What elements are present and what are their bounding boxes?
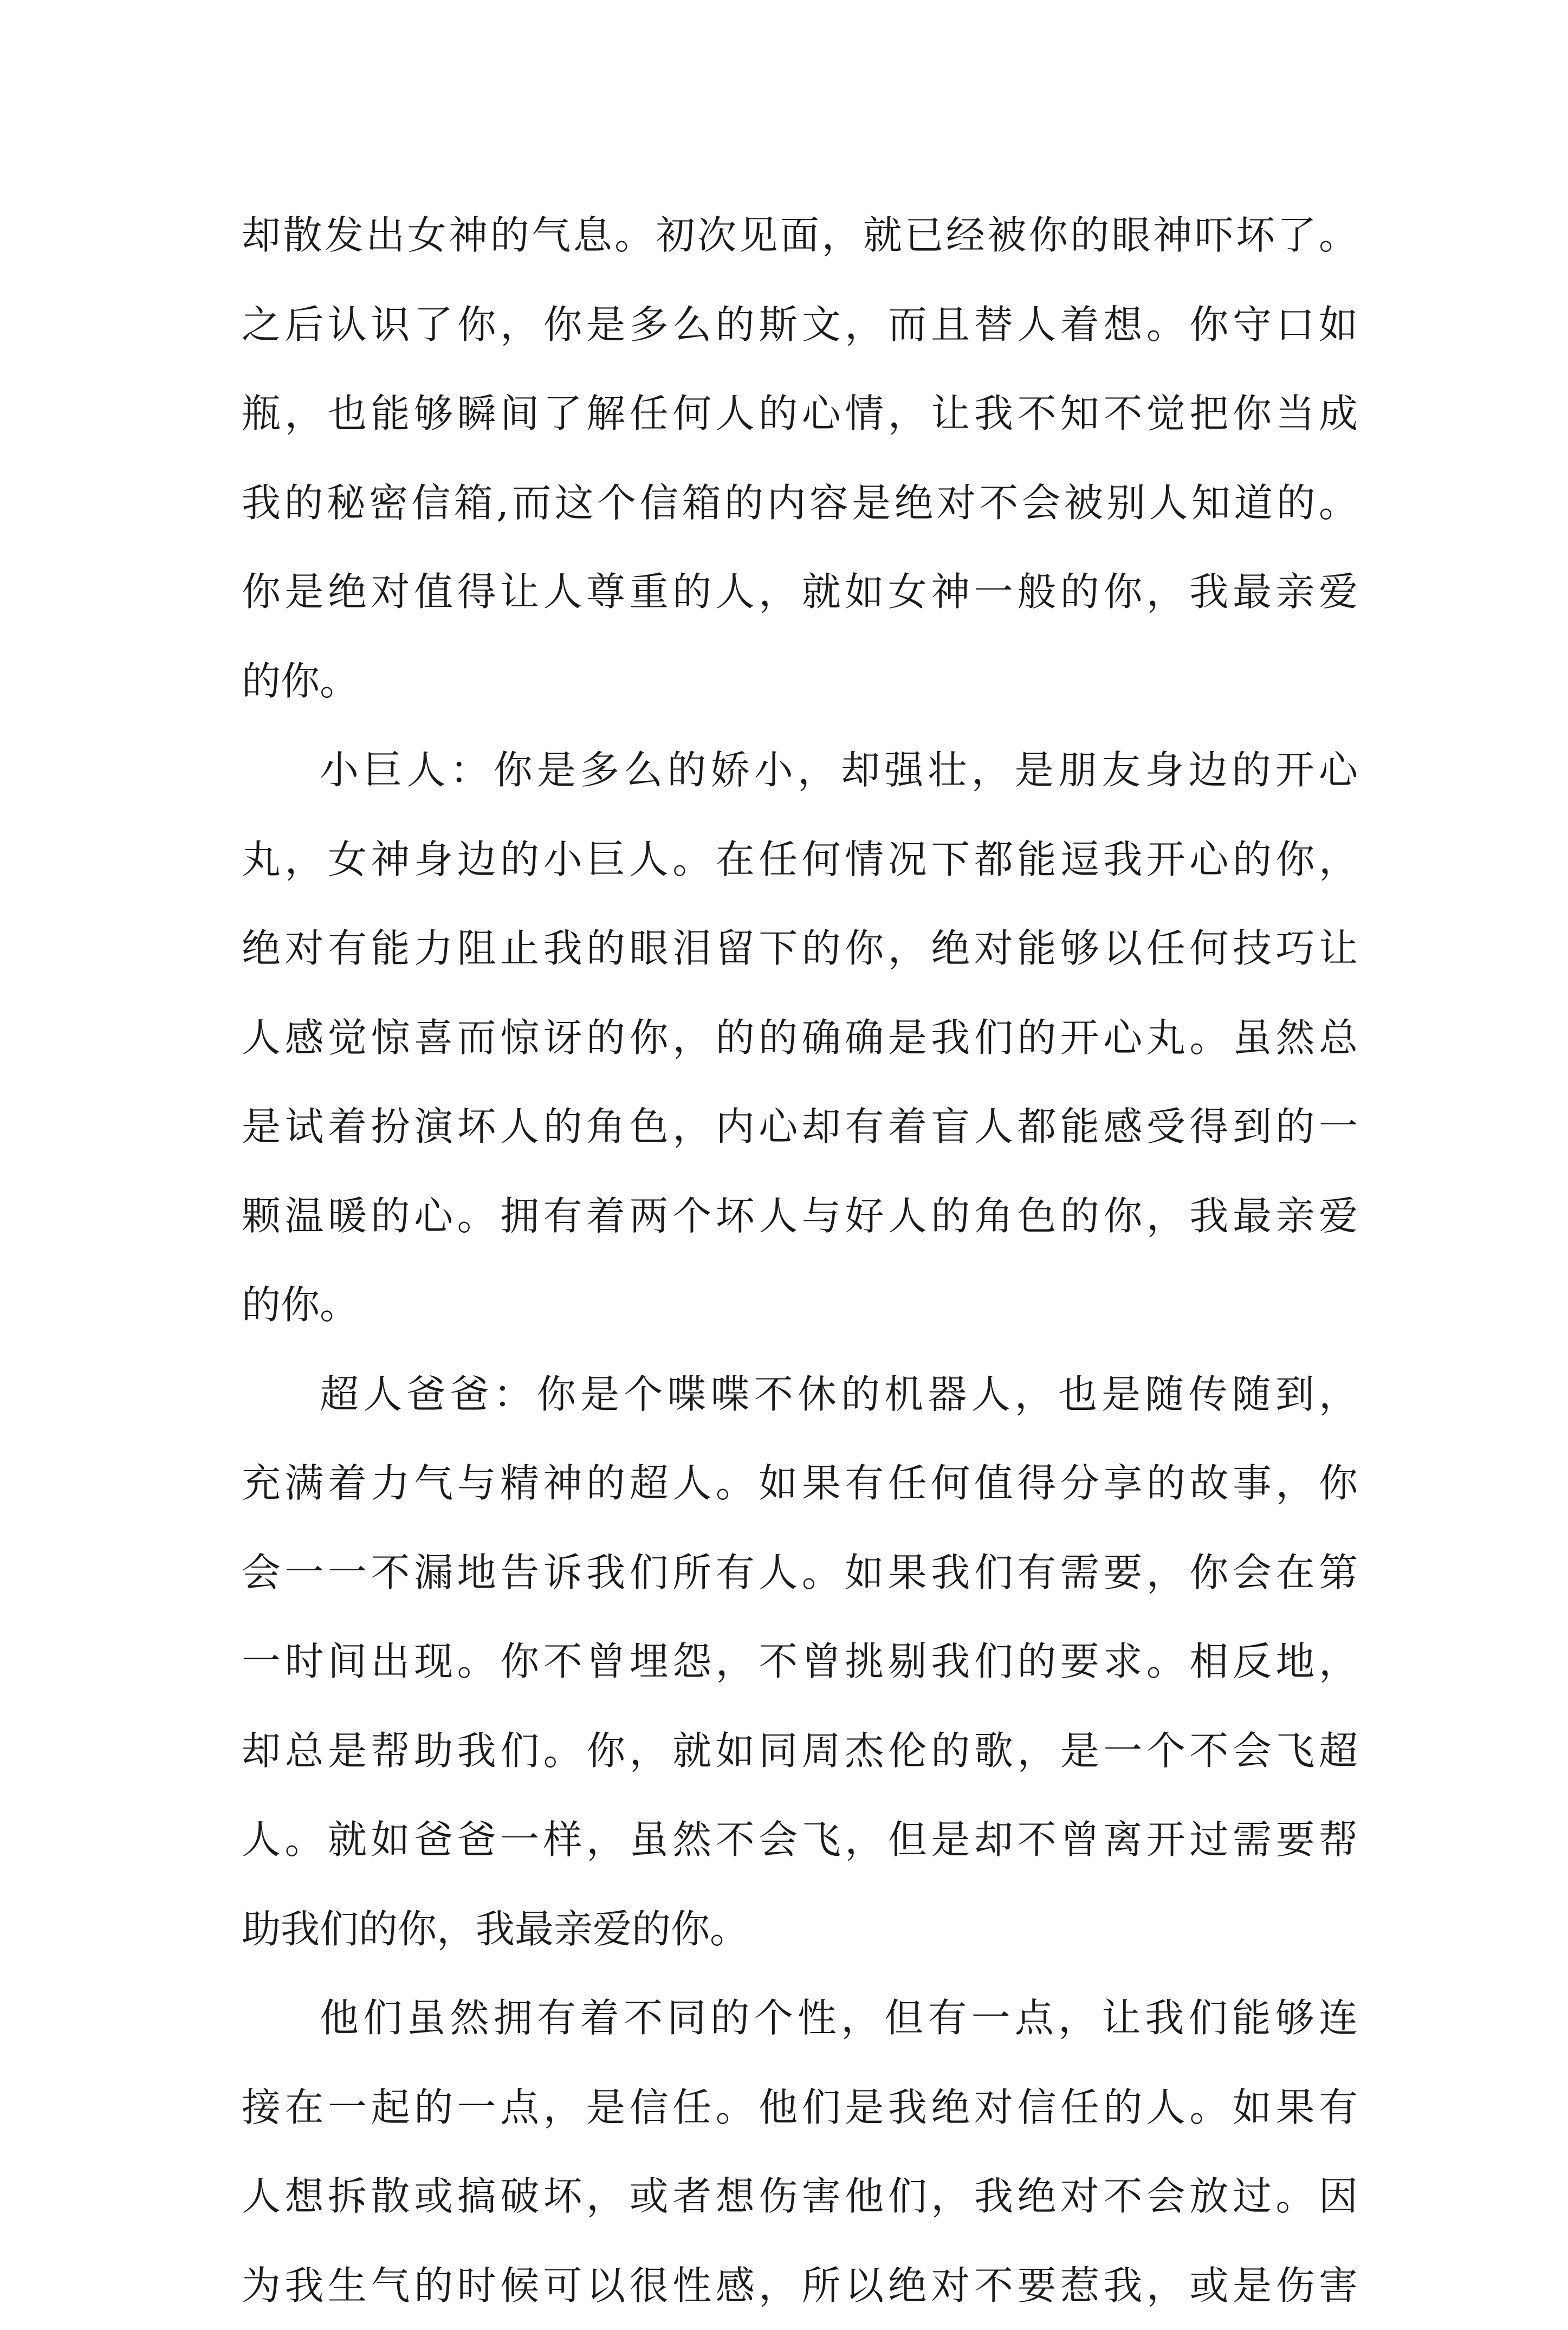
text-line: 的你。 <box>242 1260 1358 1350</box>
text-line: 小巨人：你是多么的娇小，却强壮，是朋友身边的开心 <box>242 726 1358 815</box>
document-body <box>242 191 1358 2330</box>
text-line: 接在一起的一点，是信任。他们是我绝对信任的人。如果有 <box>242 2063 1358 2152</box>
text-line: 人。就如爸爸一样，虽然不会飞，但是却不曾离开过需要帮 <box>242 1795 1358 1885</box>
text-line: 丸，女神身边的小巨人。在任何情况下都能逗我开心的你， <box>242 815 1358 904</box>
text-line: 是试着扮演坏人的角色，内心却有着盲人都能感受得到的一 <box>242 1082 1358 1172</box>
text-line: 人想拆散或搞破坏，或者想伤害他们，我绝对不会放过。因 <box>242 2152 1358 2241</box>
text-line: 他们虽然拥有着不同的个性，但有一点，让我们能够连 <box>242 1973 1358 2063</box>
text-line: 瓶，也能够瞬间了解任何人的心情，让我不知不觉把你当成 <box>242 369 1358 458</box>
text-line: 你是绝对值得让人尊重的人，就如女神一般的你，我最亲爱 <box>242 547 1358 637</box>
text-line: 人感觉惊喜而惊讶的你，的的确确是我们的开心丸。虽然总 <box>242 993 1358 1083</box>
text-line: 超人爸爸：你是个喋喋不休的机器人，也是随传随到， <box>242 1350 1358 1439</box>
text-line: 之后认识了你，你是多么的斯文，而且替人着想。你守口如 <box>242 280 1358 370</box>
text-line: 颗温暖的心。拥有着两个坏人与好人的角色的你，我最亲爱 <box>242 1172 1358 1261</box>
text-line: 为我生气的时候可以很性感，所以绝对不要惹我，或是伤害 <box>242 2241 1358 2330</box>
text-line: 会一一不漏地告诉我们所有人。如果我们有需要，你会在第 <box>242 1528 1358 1617</box>
text-line: 却散发出女神的气息。初次见面，就已经被你的眼神吓坏了。 <box>242 191 1358 280</box>
text-line: 的你。 <box>242 637 1358 726</box>
text-line: 我的秘密信箱,而这个信箱的内容是绝对不会被别人知道的。 <box>242 458 1358 548</box>
text-line: 充满着力气与精神的超人。如果有任何值得分享的故事，你 <box>242 1439 1358 1528</box>
text-line: 一时间出现。你不曾埋怨，不曾挑剔我们的要求。相反地， <box>242 1617 1358 1706</box>
text-line: 助我们的你，我最亲爱的你。 <box>242 1885 1358 1974</box>
text-line: 绝对有能力阻止我的眼泪留下的你，绝对能够以任何技巧让 <box>242 904 1358 993</box>
text-line: 却总是帮助我们。你，就如同周杰伦的歌，是一个不会飞超 <box>242 1706 1358 1796</box>
